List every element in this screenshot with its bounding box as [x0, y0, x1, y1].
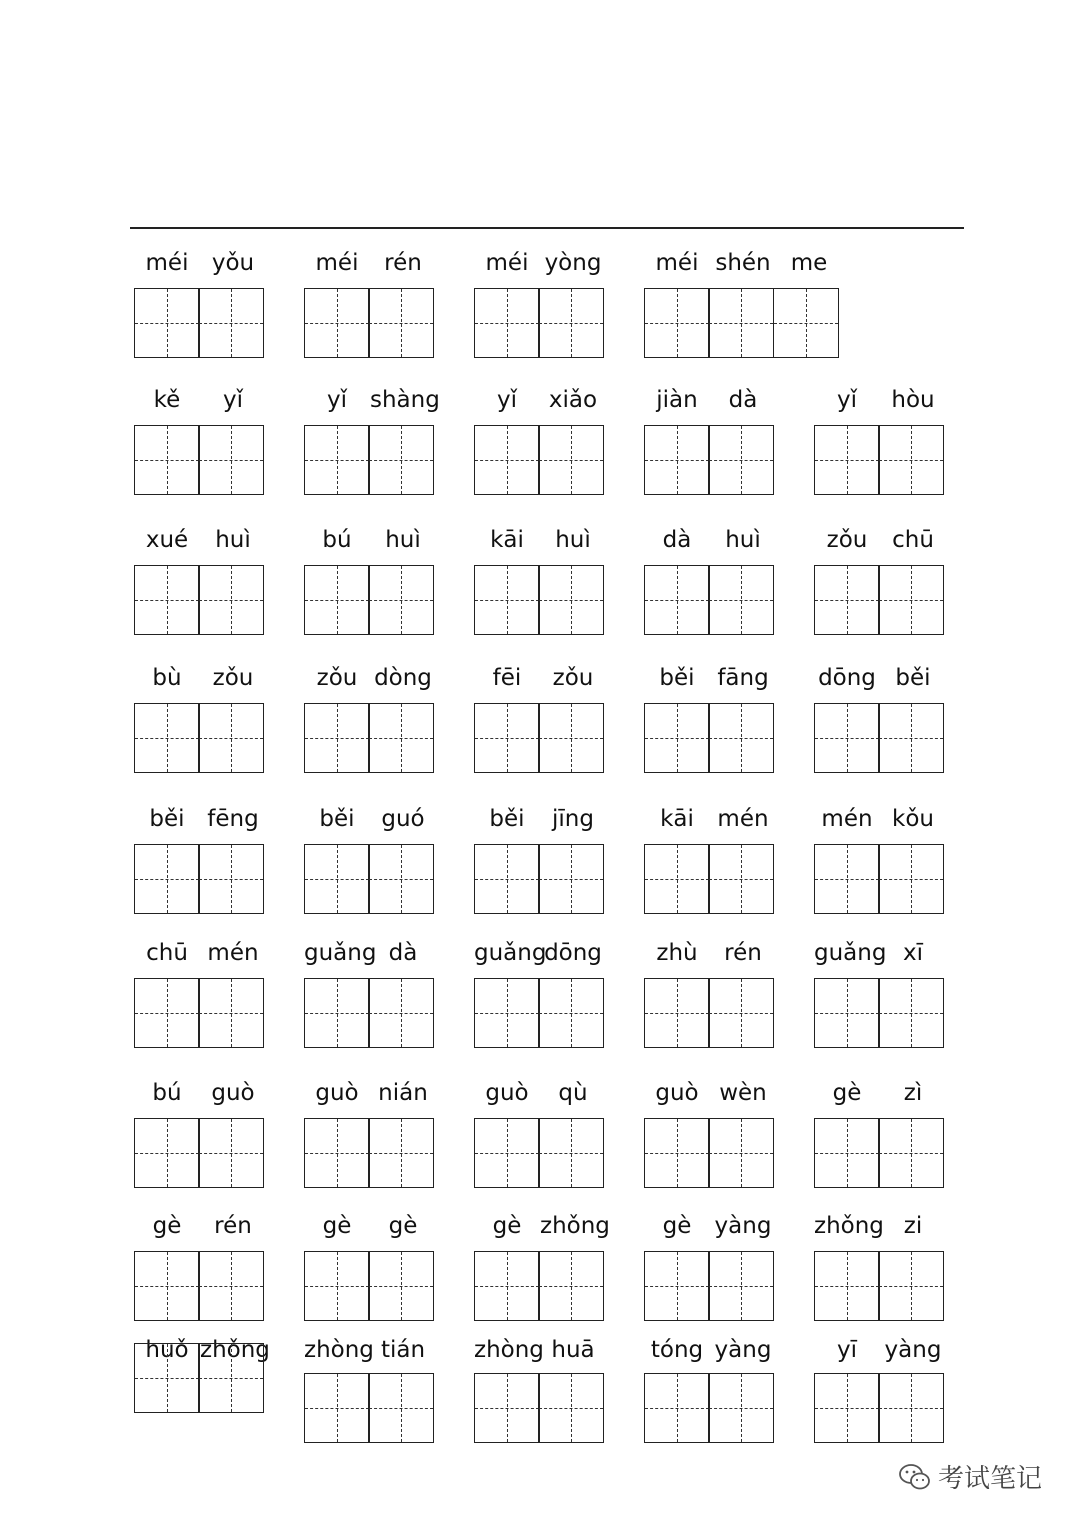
writing-boxes — [134, 1343, 263, 1413]
tian-zi-box[interactable] — [368, 978, 434, 1048]
writing-boxes — [304, 1373, 433, 1443]
pinyin-syllable: zǒu — [552, 665, 594, 691]
pinyin-syllable: dà — [388, 940, 418, 966]
writing-boxes — [814, 425, 943, 495]
tian-zi-box[interactable] — [644, 1118, 710, 1188]
pinyin-syllable: huā — [551, 1337, 595, 1363]
writing-boxes — [474, 425, 603, 495]
tian-zi-box[interactable] — [368, 1118, 434, 1188]
pinyin-syllable: yǐ — [222, 387, 243, 413]
writing-boxes — [474, 288, 603, 358]
pinyin-syllable: méi — [315, 250, 359, 276]
tian-zi-box[interactable] — [198, 703, 264, 773]
writing-boxes — [304, 1118, 433, 1188]
tian-zi-box[interactable] — [814, 703, 880, 773]
writing-boxes — [644, 703, 773, 773]
writing-boxes — [304, 844, 433, 914]
tian-zi-box[interactable] — [538, 288, 604, 358]
pinyin-syllable: bú — [322, 527, 352, 553]
word-item — [814, 806, 994, 946]
pinyin-syllable: guò — [315, 1080, 359, 1106]
writing-boxes — [814, 1118, 943, 1188]
pinyin-syllable: zì — [903, 1080, 923, 1106]
writing-boxes — [474, 1118, 603, 1188]
tian-zi-box[interactable] — [134, 844, 200, 914]
pinyin-syllable: zhù — [656, 940, 698, 966]
pinyin-syllable: gè — [322, 1213, 352, 1239]
writing-boxes — [474, 844, 603, 914]
tian-zi-box[interactable] — [134, 978, 200, 1048]
tian-zi-box[interactable] — [708, 1373, 774, 1443]
tian-zi-box[interactable] — [708, 1118, 774, 1188]
tian-zi-box[interactable] — [304, 703, 370, 773]
writing-boxes — [304, 288, 433, 358]
pinyin-syllable: zhǒng — [814, 1213, 884, 1239]
writing-boxes — [474, 565, 603, 635]
tian-zi-box[interactable] — [304, 1251, 370, 1321]
pinyin-syllable: jiàn — [656, 387, 698, 413]
pinyin-syllable: fāng — [717, 665, 769, 691]
word-item — [474, 250, 654, 390]
tian-zi-box[interactable] — [814, 1251, 880, 1321]
tian-zi-box[interactable] — [878, 1373, 944, 1443]
word-item — [644, 940, 824, 1080]
pinyin-syllable: tián — [380, 1337, 426, 1363]
pinyin-syllable: fēng — [207, 806, 259, 832]
pinyin-syllable: fēi — [492, 665, 522, 691]
tian-zi-box[interactable] — [708, 844, 774, 914]
tian-zi-box[interactable] — [538, 1251, 604, 1321]
writing-boxes — [134, 978, 263, 1048]
pinyin-syllable: zǒu — [316, 665, 358, 691]
tian-zi-box[interactable] — [708, 978, 774, 1048]
writing-boxes — [644, 844, 773, 914]
tian-zi-box[interactable] — [878, 703, 944, 773]
pinyin-syllable: dōng — [818, 665, 876, 691]
pinyin-syllable: běi — [489, 806, 525, 832]
tian-zi-box[interactable] — [304, 288, 370, 358]
writing-boxes — [474, 703, 603, 773]
pinyin-syllable: guó — [381, 806, 425, 832]
word-item — [814, 527, 994, 667]
word-item — [644, 665, 824, 805]
pinyin-syllable: jīng — [552, 806, 594, 832]
word-item — [474, 387, 654, 527]
word-item — [304, 1213, 484, 1353]
tian-zi-box[interactable] — [644, 844, 710, 914]
writing-boxes — [644, 978, 773, 1048]
writing-boxes — [304, 703, 433, 773]
writing-boxes — [134, 1251, 263, 1321]
pinyin-syllable: rén — [384, 250, 422, 276]
pinyin-syllable: mén — [717, 806, 769, 832]
pinyin-syllable: méi — [145, 250, 189, 276]
tian-zi-box[interactable] — [198, 844, 264, 914]
tian-zi-box[interactable] — [198, 425, 264, 495]
pinyin-syllable: yàng — [884, 1337, 942, 1363]
tian-zi-box[interactable] — [878, 1251, 944, 1321]
pinyin-syllable: yǐ — [496, 387, 517, 413]
tian-zi-box[interactable] — [198, 978, 264, 1048]
writing-boxes — [814, 978, 943, 1048]
tian-zi-box[interactable] — [474, 978, 540, 1048]
wechat-icon — [898, 1462, 932, 1492]
word-item — [134, 940, 314, 1080]
pinyin-syllable: kāi — [490, 527, 524, 553]
pinyin-syllable: xī — [902, 940, 923, 966]
tian-zi-box[interactable] — [134, 1251, 200, 1321]
pinyin-syllable: mén — [207, 940, 259, 966]
tian-zi-box[interactable] — [538, 1118, 604, 1188]
writing-boxes — [644, 565, 773, 635]
writing-boxes — [644, 288, 837, 358]
pinyin-syllable: huǒ — [145, 1337, 189, 1363]
pinyin-syllable: qù — [558, 1080, 588, 1106]
pinyin-syllable: dà — [662, 527, 692, 553]
word-item — [134, 250, 314, 390]
pinyin-syllable: zi — [903, 1213, 923, 1239]
word-item — [304, 940, 484, 1080]
pinyin-syllable: nián — [378, 1080, 428, 1106]
pinyin-syllable: me — [790, 250, 828, 276]
pinyin-syllable: guò — [211, 1080, 255, 1106]
pinyin-syllable: zhǒng — [540, 1213, 610, 1239]
tian-zi-box[interactable] — [644, 1251, 710, 1321]
word-item — [304, 250, 484, 390]
tian-zi-box[interactable] — [878, 1118, 944, 1188]
tian-zi-box[interactable] — [708, 288, 774, 358]
writing-boxes — [814, 703, 943, 773]
pinyin-syllable: zhǒng — [200, 1337, 270, 1363]
writing-boxes — [134, 565, 263, 635]
tian-zi-box[interactable] — [368, 565, 434, 635]
tian-zi-box[interactable] — [878, 844, 944, 914]
pinyin-syllable: dòng — [374, 665, 432, 691]
pinyin-syllable: wèn — [719, 1080, 767, 1106]
word-item — [474, 1080, 654, 1220]
tian-zi-box[interactable] — [134, 703, 200, 773]
tian-zi-box[interactable] — [474, 425, 540, 495]
pinyin-syllable: mén — [821, 806, 873, 832]
watermark-text: 考试笔记 — [938, 1464, 1043, 1494]
word-item — [814, 940, 994, 1080]
writing-boxes — [644, 1373, 773, 1443]
pinyin-syllable: dà — [728, 387, 758, 413]
tian-zi-box[interactable] — [708, 425, 774, 495]
word-item — [304, 665, 484, 805]
pinyin-syllable: xué — [145, 527, 189, 553]
tian-zi-box[interactable] — [814, 1118, 880, 1188]
pinyin-syllable: guò — [655, 1080, 699, 1106]
tian-zi-box[interactable] — [814, 565, 880, 635]
word-item — [304, 1337, 484, 1477]
word-item — [474, 806, 654, 946]
pinyin-syllable: gè — [662, 1213, 692, 1239]
word-item — [134, 1213, 314, 1353]
pinyin-syllable: chū — [892, 527, 934, 553]
pinyin-syllable: kāi — [660, 806, 694, 832]
tian-zi-box[interactable] — [368, 1373, 434, 1443]
pinyin-syllable: gè — [152, 1213, 182, 1239]
writing-boxes — [304, 565, 433, 635]
tian-zi-box[interactable] — [198, 1118, 264, 1188]
pinyin-syllable: rén — [724, 940, 762, 966]
pinyin-syllable: huì — [215, 527, 251, 553]
tian-zi-box[interactable] — [644, 425, 710, 495]
pinyin-syllable: yǒu — [211, 250, 255, 276]
word-item — [474, 1337, 654, 1477]
tian-zi-box[interactable] — [198, 288, 264, 358]
tian-zi-box[interactable] — [474, 844, 540, 914]
tian-zi-box[interactable] — [134, 425, 200, 495]
watermark — [898, 1458, 1042, 1495]
pinyin-syllable: méi — [655, 250, 699, 276]
word-item — [474, 940, 654, 1080]
pinyin-syllable: yàng — [714, 1213, 772, 1239]
tian-zi-box[interactable] — [878, 978, 944, 1048]
writing-boxes — [134, 1118, 263, 1188]
pinyin-syllable: shàng — [370, 387, 440, 413]
tian-zi-box[interactable] — [708, 1251, 774, 1321]
tian-zi-box[interactable] — [368, 844, 434, 914]
pinyin-syllable: rén — [214, 1213, 252, 1239]
word-item — [474, 665, 654, 805]
word-item — [134, 527, 314, 667]
pinyin-syllable: gè — [388, 1213, 418, 1239]
tian-zi-box[interactable] — [538, 565, 604, 635]
word-item — [644, 527, 824, 667]
tian-zi-box[interactable] — [368, 703, 434, 773]
tian-zi-box[interactable] — [708, 703, 774, 773]
writing-boxes — [644, 1118, 773, 1188]
pinyin-syllable: xiǎo — [548, 387, 598, 413]
writing-boxes — [814, 1251, 943, 1321]
tian-zi-box[interactable] — [134, 1343, 200, 1413]
pinyin-syllable: běi — [895, 665, 931, 691]
tian-zi-box[interactable] — [644, 288, 710, 358]
word-item — [644, 387, 824, 527]
pinyin-syllable: huì — [385, 527, 421, 553]
writing-boxes — [644, 1251, 773, 1321]
pinyin-syllable: zhòng — [304, 1337, 374, 1363]
writing-boxes — [134, 703, 263, 773]
writing-boxes — [814, 1373, 943, 1443]
pinyin-syllable: tóng — [650, 1337, 704, 1363]
tian-zi-box[interactable] — [304, 425, 370, 495]
writing-boxes — [814, 844, 943, 914]
tian-zi-box[interactable] — [644, 978, 710, 1048]
pinyin-syllable: guǎng — [304, 940, 377, 966]
pinyin-syllable: kě — [153, 387, 181, 413]
pinyin-syllable: zhòng — [474, 1337, 544, 1363]
pinyin-syllable: yòng — [544, 250, 602, 276]
pinyin-syllable: běi — [149, 806, 185, 832]
writing-boxes — [304, 425, 433, 495]
tian-zi-box[interactable] — [368, 425, 434, 495]
pinyin-syllable: guò — [485, 1080, 529, 1106]
pinyin-syllable: shén — [715, 250, 771, 276]
pinyin-syllable: yǐ — [326, 387, 347, 413]
word-item — [474, 1213, 654, 1353]
tian-zi-box[interactable] — [538, 978, 604, 1048]
tian-zi-box[interactable] — [644, 703, 710, 773]
writing-boxes — [474, 978, 603, 1048]
writing-boxes — [304, 1251, 433, 1321]
pinyin-syllable: běi — [319, 806, 355, 832]
tian-zi-box[interactable] — [474, 1118, 540, 1188]
tian-zi-box[interactable] — [474, 565, 540, 635]
pinyin-syllable: zǒu — [826, 527, 868, 553]
word-item — [644, 1213, 824, 1353]
pinyin-syllable: yī — [836, 1337, 857, 1363]
tian-zi-box[interactable] — [878, 425, 944, 495]
word-item — [814, 1080, 994, 1220]
word-item — [644, 1337, 824, 1477]
tian-zi-box[interactable] — [773, 288, 839, 358]
tian-zi-box[interactable] — [538, 703, 604, 773]
pinyin-syllable: huì — [555, 527, 591, 553]
tian-zi-box[interactable] — [708, 565, 774, 635]
tian-zi-box[interactable] — [198, 565, 264, 635]
word-item — [134, 1080, 314, 1220]
pinyin-syllable: dōng — [544, 940, 602, 966]
word-item — [134, 1337, 314, 1477]
tian-zi-box[interactable] — [134, 1118, 200, 1188]
tian-zi-box[interactable] — [304, 844, 370, 914]
word-item — [304, 1080, 484, 1220]
word-item — [644, 1080, 824, 1220]
word-item — [644, 806, 824, 946]
tian-zi-box[interactable] — [368, 1251, 434, 1321]
tian-zi-box[interactable] — [474, 1373, 540, 1443]
writing-boxes — [474, 1373, 603, 1443]
pinyin-syllable: bù — [152, 665, 182, 691]
writing-boxes — [134, 844, 263, 914]
word-item — [304, 527, 484, 667]
tian-zi-box[interactable] — [538, 425, 604, 495]
pinyin-syllable: běi — [659, 665, 695, 691]
pinyin-syllable: gè — [832, 1080, 862, 1106]
tian-zi-box[interactable] — [814, 1373, 880, 1443]
pinyin-syllable: guǎng — [814, 940, 887, 966]
pinyin-syllable: gè — [492, 1213, 522, 1239]
tian-zi-box[interactable] — [198, 1251, 264, 1321]
pinyin-syllable: yàng — [714, 1337, 772, 1363]
pinyin-syllable: guǎng — [474, 940, 547, 966]
pinyin-syllable: huì — [725, 527, 761, 553]
word-item — [814, 387, 994, 527]
word-item — [814, 1213, 994, 1353]
pinyin-syllable: méi — [485, 250, 529, 276]
tian-zi-box[interactable] — [538, 1373, 604, 1443]
tian-zi-box[interactable] — [134, 565, 200, 635]
tian-zi-box[interactable] — [474, 1251, 540, 1321]
tian-zi-box[interactable] — [878, 565, 944, 635]
tian-zi-box[interactable] — [368, 288, 434, 358]
pinyin-syllable: hòu — [891, 387, 935, 413]
tian-zi-box[interactable] — [644, 565, 710, 635]
pinyin-syllable: bú — [152, 1080, 182, 1106]
writing-boxes — [134, 425, 263, 495]
word-item — [304, 806, 484, 946]
word-item — [474, 527, 654, 667]
tian-zi-box[interactable] — [474, 703, 540, 773]
writing-boxes — [304, 978, 433, 1048]
word-item — [134, 387, 314, 527]
word-item — [814, 665, 994, 805]
pinyin-syllable: zǒu — [212, 665, 254, 691]
tian-zi-box[interactable] — [538, 844, 604, 914]
word-item — [304, 387, 484, 527]
tian-zi-box[interactable] — [198, 1343, 264, 1413]
word-item — [134, 665, 314, 805]
writing-boxes — [814, 565, 943, 635]
tian-zi-box[interactable] — [304, 1373, 370, 1443]
pinyin-syllable: chū — [146, 940, 188, 966]
writing-boxes — [644, 425, 773, 495]
word-item — [134, 806, 314, 946]
writing-boxes — [474, 1251, 603, 1321]
pinyin-syllable: kǒu — [892, 806, 934, 832]
tian-zi-box[interactable] — [644, 1373, 710, 1443]
word-item — [644, 250, 828, 390]
tian-zi-box[interactable] — [304, 565, 370, 635]
tian-zi-box[interactable] — [474, 288, 540, 358]
writing-boxes — [134, 288, 263, 358]
tian-zi-box[interactable] — [304, 1118, 370, 1188]
pinyin-syllable: yǐ — [836, 387, 857, 413]
word-item — [814, 1337, 994, 1477]
tian-zi-box[interactable] — [814, 844, 880, 914]
tian-zi-box[interactable] — [814, 978, 880, 1048]
tian-zi-box[interactable] — [814, 425, 880, 495]
tian-zi-box[interactable] — [304, 978, 370, 1048]
tian-zi-box[interactable] — [134, 288, 200, 358]
